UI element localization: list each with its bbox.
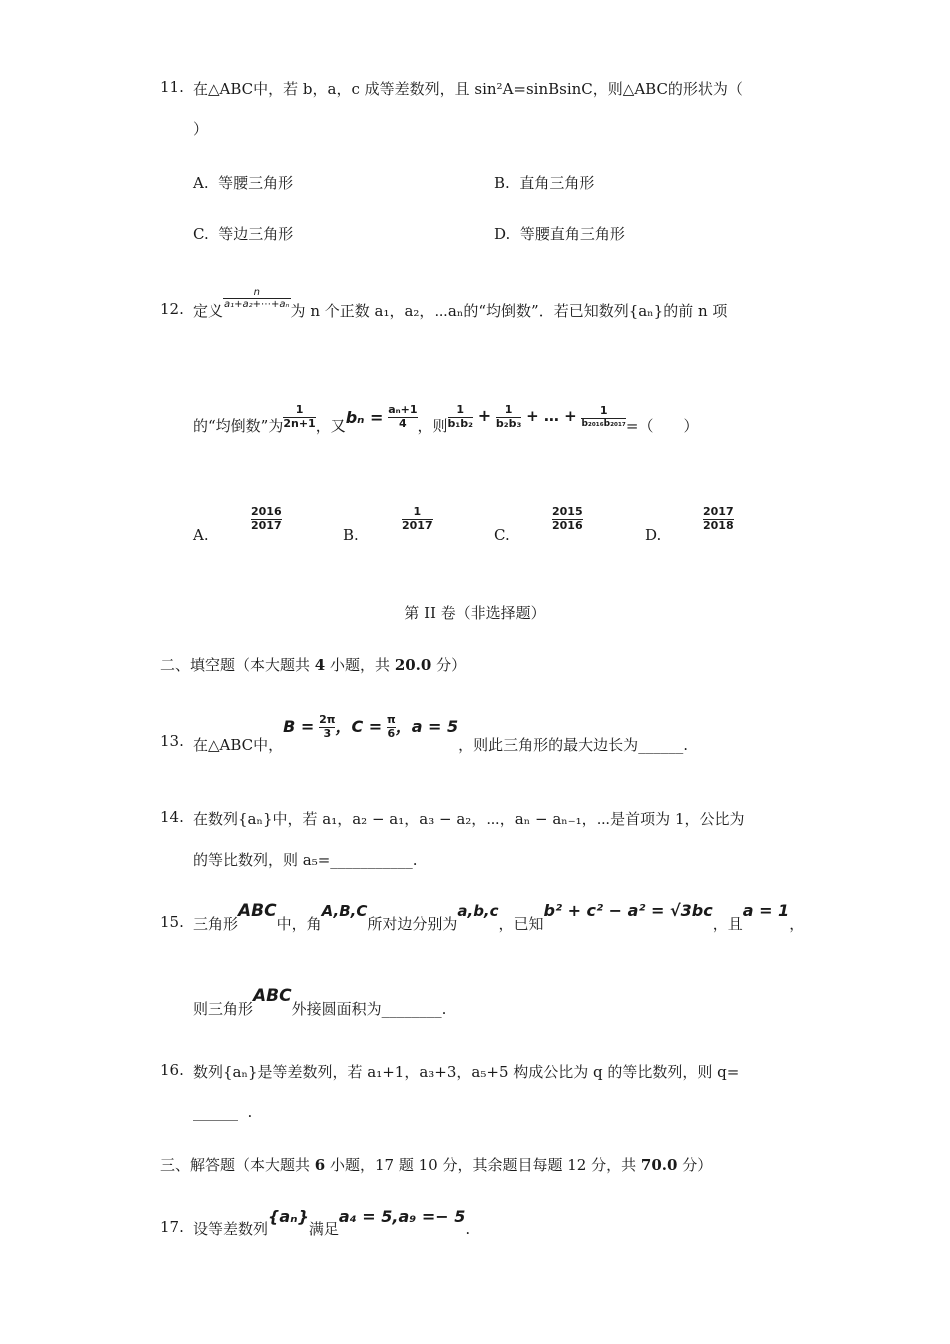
q15-abc: ABC	[238, 901, 277, 921]
q15-t1: 三角形	[193, 915, 239, 933]
q12-dots: + … +	[526, 407, 577, 426]
q12-option-b-letter: B.	[343, 526, 359, 544]
q12-sum-term3	[581, 405, 625, 429]
q12-option-c-den: 2016	[552, 518, 583, 532]
q15-equation: b² + c² − a² = √3bc	[543, 901, 713, 920]
q13-b-label: B =	[283, 717, 315, 736]
q12-option-d-letter: D.	[645, 526, 662, 544]
q13-line	[193, 713, 688, 754]
part3-text-a: 三、解答题（本大题共	[160, 1156, 311, 1174]
part2-text-b: 小题，共	[330, 656, 391, 674]
q12-sum-term1	[448, 404, 473, 430]
part2-text-c: 分）	[436, 656, 467, 674]
q17-sequence: {aₙ}	[268, 1207, 309, 1226]
q13-answer-blank[interactable]: ______	[638, 736, 684, 754]
q12-s1-num: 1	[448, 404, 473, 418]
q16-end: .	[247, 1103, 253, 1121]
q17-mid: 满足	[308, 1220, 339, 1238]
q12-option-d-fraction	[703, 506, 734, 532]
q12-option-c-num: 2015	[552, 505, 583, 518]
q15-t3: 所对边分别为	[367, 915, 458, 933]
part3-score: 70.0	[640, 1156, 678, 1174]
q14-line2-text: 的等比数列，则 a₅=	[193, 851, 331, 869]
q12-line2	[193, 403, 699, 436]
part3-text-b: 小题，17 题 10 分，其余题目每题 12 分，共	[330, 1156, 637, 1174]
q15-t4: ，已知	[498, 915, 544, 933]
q12-option-b-fraction	[402, 506, 433, 532]
q17-condition: a₄ = 5,a₉ =− 5	[338, 1207, 466, 1226]
q12-line2-a: 的“均倒数”为	[193, 417, 284, 436]
q14-line2	[193, 849, 418, 870]
q13-b-den: 3	[323, 726, 332, 740]
q12-bn: bₙ =	[345, 408, 384, 428]
q12-avg-den: 2n+1	[283, 416, 316, 430]
q13-suffix: ，则此三角形的最大边长为	[458, 736, 639, 754]
q13-b-fraction	[319, 714, 335, 740]
q11-option-a-letter: A.	[193, 174, 209, 192]
q14-end: .	[412, 851, 418, 869]
q11-option-b	[494, 172, 594, 193]
q13-a-value: ，a = 5	[395, 717, 459, 736]
section-ii-title: 第 II 卷（非选择题）	[404, 604, 546, 622]
q12-s2-num: 1	[496, 404, 521, 418]
q11-option-b-text: 直角三角形	[519, 174, 595, 192]
q12-plus: +	[477, 406, 492, 426]
q14-line1: 在数列{aₙ}中，若 a₁，a₂ − a₁，a₃ − a₂，⋯，aₙ − aₙ₋₁，⋯是首项为 1，公比为	[193, 810, 745, 828]
q11-option-c-text: 等边三角形	[218, 225, 294, 243]
q12-option-c-fraction	[552, 506, 583, 532]
q13-c-label: ，C =	[335, 717, 383, 736]
q12-def-numerator: n	[223, 287, 291, 299]
q12-line2-b: ，又	[315, 417, 346, 436]
q12-number: 12.	[160, 300, 184, 318]
q12-bn-fraction	[388, 404, 417, 430]
q12-line2-c: ，则	[417, 417, 448, 436]
q15-line1	[193, 900, 805, 933]
q14-number: 14.	[160, 808, 184, 826]
q12-option-c-letter: C.	[494, 526, 510, 544]
q15-t2: 中，角	[276, 915, 322, 933]
q11-option-a	[193, 172, 293, 193]
q12-line2-end: =（ ）	[625, 417, 699, 436]
q12-bn-num: aₙ+1	[388, 403, 418, 416]
q13-c-num: π	[386, 713, 396, 726]
q12-option-b-den: 2017	[402, 518, 433, 532]
q16-line1: 数列{aₙ}是等差数列，若 a₁+1，a₃+3，a₅+5 构成公比为 q 的等比数列，则 q=	[193, 1063, 740, 1081]
q12-avg-num: 1	[283, 404, 315, 418]
part2-score: 20.0	[394, 656, 432, 674]
q17-prefix: 设等差数列	[193, 1220, 269, 1238]
q12-option-d-den: 2018	[703, 518, 734, 532]
q16-answer-blank[interactable]: ______	[193, 1103, 238, 1121]
q15-line2-a: 则三角形	[193, 1000, 254, 1018]
q11-option-c-letter: C.	[193, 225, 209, 243]
q11-option-d-letter: D.	[494, 225, 511, 243]
q15-t6: ，	[789, 915, 805, 933]
q14-answer-blank[interactable]: ___________	[330, 851, 413, 869]
part2-count: 4	[314, 656, 326, 674]
q12-option-a-fraction	[251, 506, 282, 532]
q15-answer-blank[interactable]: ________	[381, 1000, 442, 1018]
q12-option-d-num: 2017	[703, 505, 734, 518]
q15-angles: A,B,C	[321, 902, 368, 920]
q12-option-a-den: 2017	[251, 518, 282, 532]
q16-number: 16.	[160, 1061, 184, 1079]
q15-line2	[193, 985, 447, 1018]
q11-stem-end: ）	[193, 120, 209, 138]
q11-option-d-text: 等腰直角三角形	[519, 225, 625, 243]
q12-s1-den: b₁b₂	[447, 416, 473, 430]
q15-sides: a,b,c	[457, 902, 499, 920]
q15-end: .	[441, 1000, 447, 1018]
q12-definition-fraction	[223, 287, 291, 310]
q12-option-a-num: 2016	[251, 505, 282, 518]
q12-mid: 为 n 个正数 a₁，a₂，⋯aₙ的“均倒数”．若已知数列{aₙ}的前 n 项	[290, 302, 728, 320]
q17-number: 17.	[160, 1218, 184, 1236]
q12-line1	[193, 286, 728, 320]
q13-c-fraction	[387, 714, 396, 740]
q11-option-a-text: 等腰三角形	[218, 174, 294, 192]
q12-s3-den: b₂₀₁₆b₂₀₁₇	[581, 418, 626, 429]
q11-option-b-letter: B.	[494, 174, 510, 192]
q13-end: .	[683, 736, 688, 754]
q12-prefix: 定义	[193, 302, 224, 320]
q15-line2-abc: ABC	[253, 986, 292, 1006]
part2-heading	[160, 654, 466, 675]
q13-prefix: 在△ABC中，	[193, 736, 284, 754]
q12-s2-den: b₂b₃	[495, 416, 522, 430]
q13-number: 13.	[160, 732, 184, 750]
q15-number: 15.	[160, 913, 184, 931]
part3-text-c: 分）	[682, 1156, 713, 1174]
q12-def-denominator: a₁+a₂+⋯+aₙ	[224, 298, 290, 310]
q17-line	[193, 1206, 471, 1238]
q12-option-a-letter: A.	[193, 526, 209, 544]
q15-a-value: a = 1	[742, 901, 790, 920]
q13-b-num: 2π	[319, 713, 336, 726]
q12-s3-num: 1	[581, 405, 625, 419]
q12-option-b-num: 1	[402, 506, 433, 520]
q15-line2-b: 外接圆面积为	[291, 1000, 382, 1018]
q12-avg-fraction	[283, 404, 315, 430]
q11-option-d	[494, 223, 625, 244]
q15-t5: ，且	[712, 915, 743, 933]
q11-stem: 在△ABC中，若 b，a，c 成等差数列，且 sin²A=sinBsinC，则△ABC的形状为（	[193, 80, 743, 98]
part3-count: 6	[314, 1156, 326, 1174]
q12-bn-den: 4	[399, 416, 407, 430]
q17-end: .	[465, 1220, 471, 1238]
part2-text-a: 二、填空题（本大题共	[160, 656, 311, 674]
q12-sum-term2	[496, 404, 521, 430]
q13-c-den: 6	[387, 726, 396, 740]
q16-line2	[193, 1103, 252, 1121]
part3-heading	[160, 1154, 712, 1175]
q11-number: 11.	[160, 78, 184, 96]
q11-option-c	[193, 223, 293, 244]
